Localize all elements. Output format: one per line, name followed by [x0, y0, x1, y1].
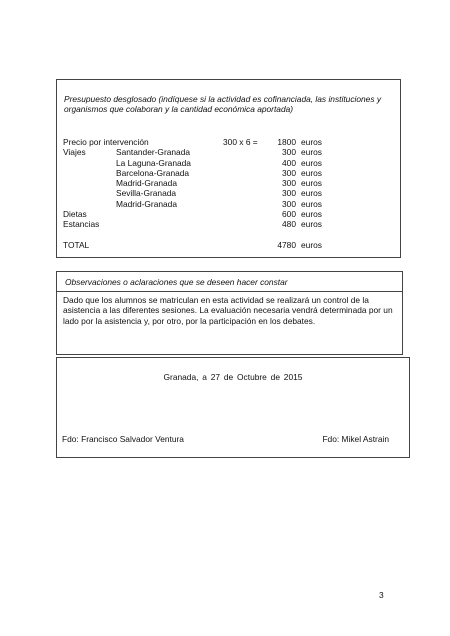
budget-row-amount: 300: [282, 167, 296, 178]
budget-row-unit: euros: [301, 209, 322, 220]
budget-heading: Presupuesto desglosado (indíquese si la actividad es cofinanciada, las instituciones y organismos que colaboran y la cantidad económica aportada): [64, 94, 382, 114]
budget-row-label: Estancias: [63, 219, 100, 230]
budget-row-unit: euros: [301, 157, 322, 168]
place-date: Granada, a 27 de Octubre de 2015: [163, 372, 303, 382]
budget-row-unit: euros: [301, 137, 322, 147]
budget-row-unit: euros: [301, 167, 322, 178]
budget-row-amount: 300: [282, 178, 296, 189]
observations-body: Dado que los alumnos se matriculan en esta actividad se realizará un control de la asistencia a las diferentes sesiones. La evaluación necesaria vendrá determinada por un lado por la asistencia y, por otro, por la participación en los debates.: [63, 295, 393, 326]
signer-right: Fdo: Mikel Astrain: [322, 434, 389, 444]
budget-row-amount: 400: [282, 157, 296, 168]
budget-row-label: Viajes: [63, 147, 86, 158]
budget-total-label: TOTAL: [63, 239, 90, 250]
budget-row-route: Barcelona-Granada: [116, 167, 190, 178]
budget-row-amount: 300: [282, 188, 296, 199]
budget-row-label: Dietas: [63, 209, 87, 220]
budget-row-amount: 480: [282, 219, 296, 230]
budget-row-amount: 1800: [277, 137, 296, 147]
budget-row-unit: euros: [301, 178, 322, 189]
signature-box: [56, 357, 410, 458]
budget-row-amount: 300: [282, 147, 296, 158]
budget-total-amount: 4780: [277, 239, 296, 250]
budget-row-unit: euros: [301, 147, 322, 158]
budget-total-unit: euros: [301, 239, 322, 250]
budget-row-route: Madrid-Granada: [116, 178, 177, 189]
observations-heading: Observaciones o aclaraciones que se deseen hacer constar: [65, 277, 288, 287]
page-number: 3: [379, 590, 384, 600]
observations-box: [56, 271, 403, 355]
budget-row-route: Santander-Granada: [116, 147, 191, 158]
budget-box: [56, 79, 401, 258]
budget-row-calc: 300 x 6 =: [223, 137, 258, 147]
budget-row-amount: 600: [282, 209, 296, 220]
signer-left: Fdo: Francisco Salvador Ventura: [62, 434, 184, 444]
budget-row-unit: euros: [301, 198, 322, 209]
budget-row-unit: euros: [301, 219, 322, 230]
budget-row-route: La Laguna-Granada: [116, 157, 191, 168]
budget-row-route: Sevilla-Granada: [116, 188, 177, 199]
budget-row-label: Precio por intervención: [63, 137, 149, 147]
budget-row-route: Madrid-Granada: [116, 198, 177, 209]
divider: [57, 291, 402, 292]
budget-row-amount: 300: [282, 198, 296, 209]
budget-row-unit: euros: [301, 188, 322, 199]
